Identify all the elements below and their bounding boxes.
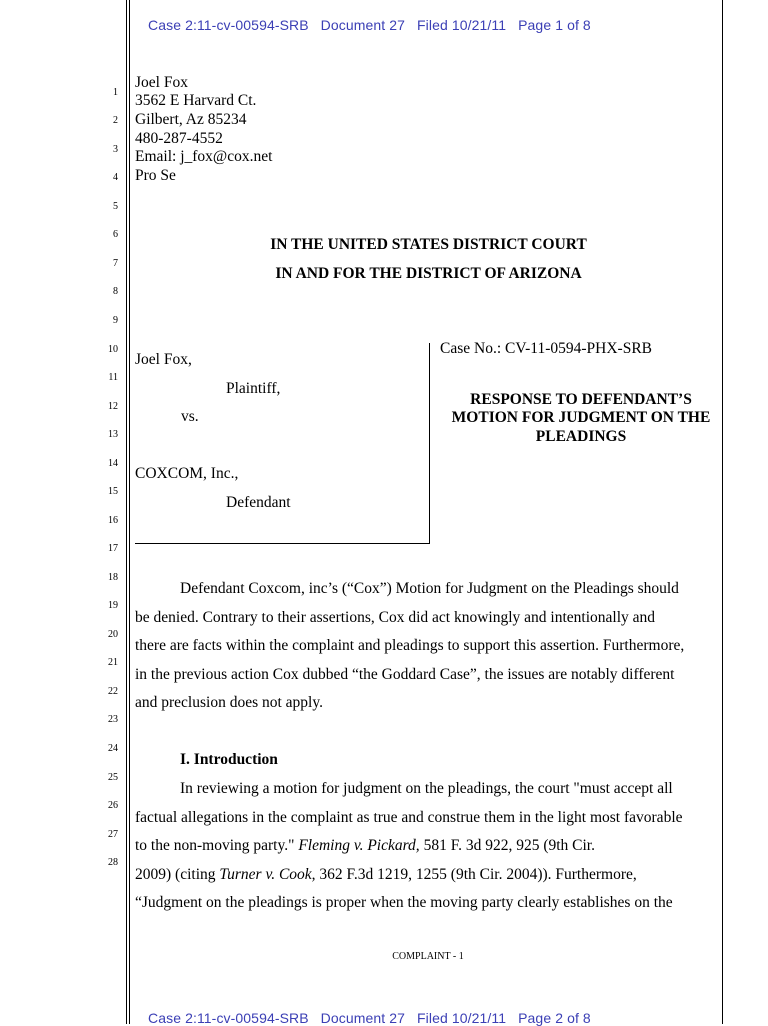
intro-line: Defendant Coxcom, inc’s (“Cox”) Motion for Judgment on the Pleadings should — [180, 580, 679, 597]
court-title-line2: IN AND FOR THE DISTRICT OF ARIZONA — [275, 265, 582, 282]
filer-email: Email: j_fox@cox.net — [135, 148, 273, 165]
section-line: “Judgment on the pleadings is proper when the moving party clearly establishes on the — [135, 894, 673, 912]
header-case: Case 2:11-cv-00594-SRB — [148, 1010, 309, 1026]
intro-line: be denied. Contrary to their assertions, Cox did act knowingly and intentionally and — [135, 608, 656, 626]
right-margin-rule — [722, 0, 723, 1024]
line-number: 10 — [108, 344, 118, 355]
filer-phone: 480-287-4552 — [135, 130, 223, 147]
document-title-line2: MOTION FOR JUDGMENT ON THE — [451, 409, 711, 426]
line-number: 8 — [113, 286, 118, 297]
line-number: 14 — [108, 458, 118, 469]
line-number: 1 — [113, 87, 118, 98]
line-number: 5 — [113, 201, 118, 212]
intro-paragraph — [135, 575, 720, 718]
document-title-line1: RESPONSE TO DEFENDANT’S — [470, 391, 692, 408]
intro-line: in the previous action Cox dubbed “the Goddard Case”, the issues are notably different — [135, 665, 675, 683]
plaintiff-role: Plaintiff, — [226, 380, 281, 397]
section-paragraph — [135, 775, 720, 918]
line-number: 26 — [108, 800, 118, 811]
line-number: 2 — [113, 115, 118, 126]
line-number: 11 — [108, 372, 118, 383]
line-number: 16 — [108, 515, 118, 526]
line-number: 25 — [108, 772, 118, 783]
case-number: Case No.: CV-11-0594-PHX-SRB — [440, 340, 652, 357]
section-line: In reviewing a motion for judgment on the pleadings, the court "must accept all — [180, 780, 673, 797]
line-number: 9 — [113, 315, 118, 326]
filer-street: 3562 E Harvard Ct. — [135, 92, 257, 109]
line-number: 17 — [108, 543, 118, 554]
header-case: Case 2:11-cv-00594-SRB — [148, 17, 309, 33]
header-page: Page 2 of 8 — [518, 1010, 591, 1026]
section-line-text: 2009) (citing — [135, 865, 220, 883]
case-citation-turner: Turner v. Cook, — [219, 865, 316, 883]
filer-city: Gilbert, Az 85234 — [135, 111, 247, 128]
line-number: 18 — [108, 572, 118, 583]
line-number: 12 — [108, 401, 118, 412]
filer-name: Joel Fox — [135, 74, 188, 91]
header-page: Page 1 of 8 — [518, 17, 591, 33]
section-line — [135, 832, 720, 861]
left-margin-rule-inner — [129, 0, 130, 1024]
section-line-text: to the non-moving party." — [135, 837, 299, 855]
section-line — [135, 861, 720, 890]
line-number: 19 — [108, 600, 118, 611]
plaintiff-name: Joel Fox, — [135, 351, 192, 368]
section-line: factual allegations in the complaint as true and construe them in the light most favorable — [135, 808, 683, 826]
line-number: 28 — [108, 857, 118, 868]
section-line-text: 581 F. 3d 922, 925 (9th Cir. — [419, 837, 595, 855]
section-line-text: 362 F.3d 1219, 1255 (9th Cir. 2004)). Furthermore, — [315, 865, 637, 883]
line-number: 24 — [108, 743, 118, 754]
left-margin-rule-outer — [126, 0, 127, 1024]
header-filed: Filed 10/21/11 — [417, 17, 507, 33]
document-title-line3: PLEADINGS — [535, 428, 627, 445]
filer-status: Pro Se — [135, 167, 176, 184]
line-number: 15 — [108, 486, 118, 497]
header-document: Document 27 — [320, 1010, 406, 1026]
ecf-header — [148, 17, 591, 33]
line-number: 4 — [113, 172, 118, 183]
case-citation-fleming: Fleming v. Pickard, — [298, 837, 420, 855]
caption-divider-horizontal — [135, 543, 430, 544]
line-number: 3 — [113, 144, 118, 155]
line-number: 6 — [113, 229, 118, 240]
page-footer: COMPLAINT - 1 — [392, 951, 464, 962]
line-number: 23 — [108, 714, 118, 725]
defendant-role: Defendant — [226, 494, 291, 511]
line-number: 27 — [108, 829, 118, 840]
intro-line: and preclusion does not apply. — [135, 694, 323, 712]
line-number: 13 — [108, 429, 118, 440]
line-number: 7 — [113, 258, 118, 269]
intro-line: there are facts within the complaint and pleadings to support this assertion. Furthermore, — [135, 637, 685, 655]
court-title-line1: IN THE UNITED STATES DISTRICT COURT — [270, 236, 587, 253]
defendant-name: COXCOM, Inc., — [135, 465, 239, 482]
line-number: 22 — [108, 686, 118, 697]
section-heading: I. Introduction — [180, 751, 278, 768]
header-document: Document 27 — [320, 17, 406, 33]
line-number: 21 — [108, 657, 118, 668]
line-number: 20 — [108, 629, 118, 640]
caption-divider-vertical — [429, 343, 430, 544]
versus: vs. — [181, 408, 199, 425]
header-filed: Filed 10/21/11 — [417, 1010, 507, 1026]
